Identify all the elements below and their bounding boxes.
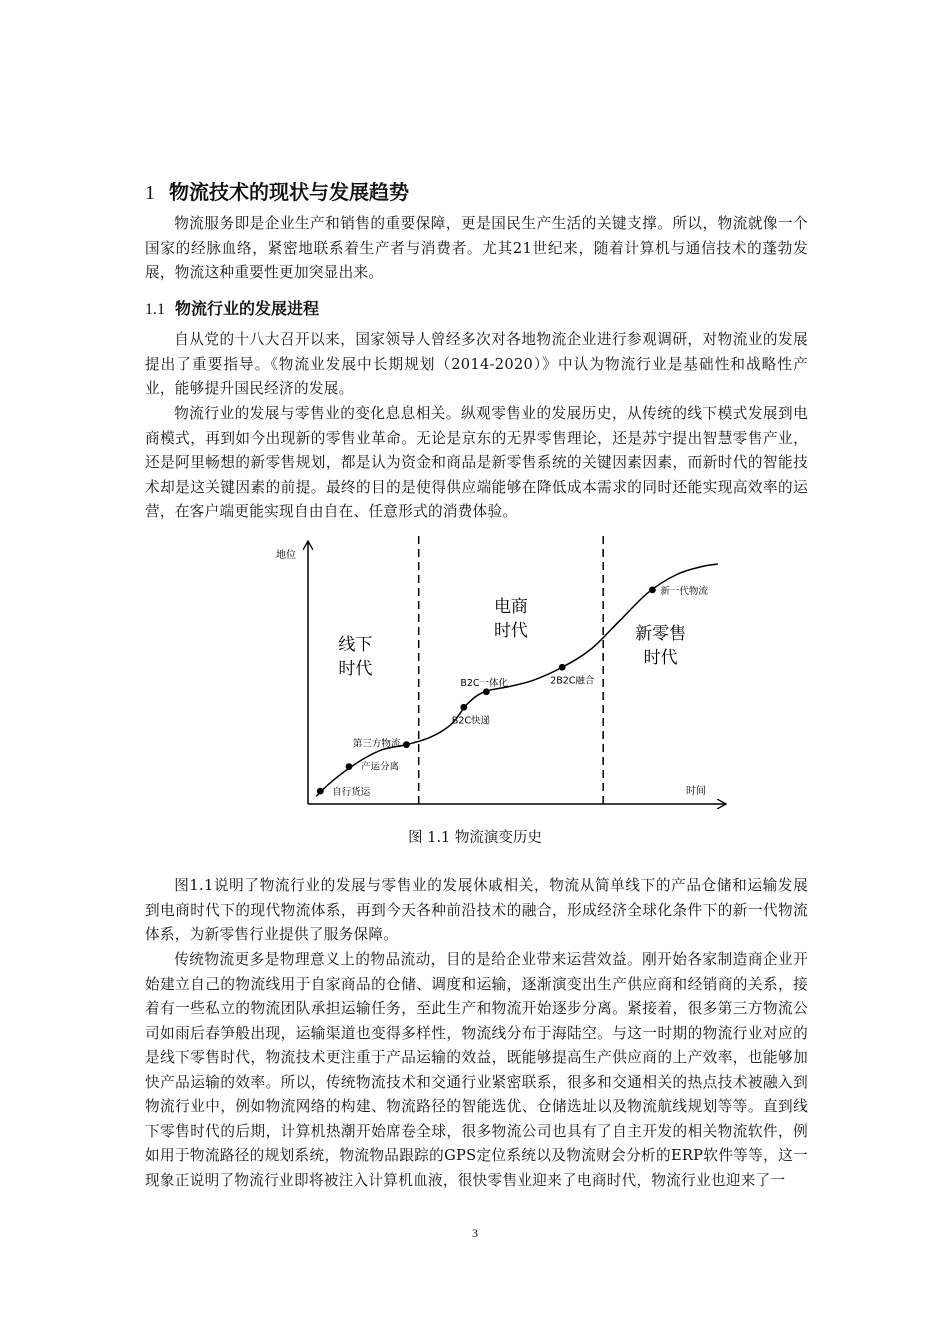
logistics-evolution-chart xyxy=(250,532,730,816)
page-number: 3 xyxy=(472,1226,478,1240)
x-axis-label: 时间 xyxy=(686,786,706,797)
milestone-label-4: B2C快递 xyxy=(451,715,491,727)
paragraph-figure-explanation: 图1.1说明了物流行业的发展与零售业的发展休戚相关，物流从简单线下的产品仓储和运输发展到电商时代下的现代物流体系，再到今天各种前沿技术的融合，形成经济全球化条件下的新一代物流体系，为新零售行业提供了服务保障。 xyxy=(145,877,808,943)
milestone-label-7: 新一代物流 xyxy=(660,585,708,597)
milestone-point-1 xyxy=(317,788,324,795)
milestone-point-3 xyxy=(403,741,410,748)
milestone-point-6 xyxy=(559,664,566,671)
era-label-1-line2: 时代 xyxy=(338,659,373,679)
paragraph-traditional-logistics: 传统物流更多是物理意义上的物品流动，目的是给企业带来运营效益。刚开始各家制造商企业开始建立自己的物流线用于自家商品的仓储、调度和运输，逐渐演变出生产供应商和经销商的关系，接着有一些私立的物流团队承担运输任务，至此生产和物流开始逐步分离。紧接着，很多第三方物流公司如雨后春笋般出现，运输渠道也变得多样性，物流线分布于海陆空。与这一时期的物流行业对应的是线下零售时代，物流技术更注重于产品运输的效益，既能够提高生产供应商的上产效率，也能够加快产品运输的效率。所以，传统物流技术和交通行业紧密联系，很多和交通相关的热点技术被融入到物流行业中，例如物流网络的构建、物流路径的智能选优、仓储选址以及物流航线规划等等。直到线下零售时代的后期，计算机热潮开始席卷全球，很多物流公司也具有了自主开发的相关物流软件，例如用于物流路径的规划系统，物流物品跟踪的GPS定位系统以及物流财会分析的ERP软件等等，这一现象正说明了物流行业即将被注入计算机血液，很快零售业迎来了电商时代，物流行业也迎来了一 xyxy=(145,951,808,1189)
paragraph-intro: 物流服务即是企业生产和销售的重要保障，更是国民生产生活的关键支撑。所以，物流就像一个国家的经脉血络，紧密地联系着生产者与消费者。尤其21世纪来，随着计算机与通信技术的蓬勃发展，物流这种重要性更加突显出来。 xyxy=(145,215,808,281)
milestone-label-5: B2C一体化 xyxy=(460,677,509,689)
era-label-3: 新零售 xyxy=(635,624,687,644)
milestone-label-1: 自行货运 xyxy=(332,787,371,799)
era-label-1: 线下 xyxy=(338,635,373,655)
milestone-label-3: 第三方物流 xyxy=(352,738,401,750)
logistics-evolution-figure xyxy=(250,532,730,816)
figure-caption: 图 1.1 物流演变历史 xyxy=(408,830,542,846)
milestone-point-5 xyxy=(483,688,490,695)
milestone-label-6: 2B2C融合 xyxy=(550,675,595,687)
era-label-2-line2: 时代 xyxy=(493,621,528,641)
milestone-point-4 xyxy=(460,704,467,711)
paragraph-policy: 自从党的十八大召开以来，国家领导人曾经多次对各地物流企业进行参观调研，对物流业的发展提出了重要指导。《物流业发展中长期规划（2014-2020）》中认为物流行业是基础性和战略性产业，能够提升国民经济的发展。 xyxy=(145,331,808,397)
section-heading xyxy=(145,176,409,205)
section-title: 物流技术的现状与发展趋势 xyxy=(169,180,409,204)
y-axis-label: 地位 xyxy=(276,550,296,561)
era-label-3-line2: 时代 xyxy=(643,648,678,668)
subsection-number: 1.1 xyxy=(145,301,165,318)
subsection-heading xyxy=(145,296,319,319)
paragraph-retail: 物流行业的发展与零售业的变化息息相关。纵观零售业的发展历史，从传统的线下模式发展到电商模式，再到如今出现新的零售业革命。无论是京东的无界零售理论，还是苏宁提出智慧零售产业，还是阿里畅想的新零售规划，都是认为资金和商品是新零售系统的关键因素因素，而新时代的智能技术却是这关键因素的前提。最终的目的是使得供应端能够在降低成本需求的同时还能实现高效率的运营，在客户端更能实现自由自在、任意形式的消费体验。 xyxy=(145,405,808,520)
subsection-title: 物流行业的发展进程 xyxy=(175,299,320,318)
era-label-2: 电商 xyxy=(493,597,528,617)
milestone-point-7 xyxy=(649,586,656,593)
milestone-label-2: 产运分离 xyxy=(361,761,400,773)
section-number: 1 xyxy=(145,182,155,204)
milestone-point-2 xyxy=(346,763,353,770)
